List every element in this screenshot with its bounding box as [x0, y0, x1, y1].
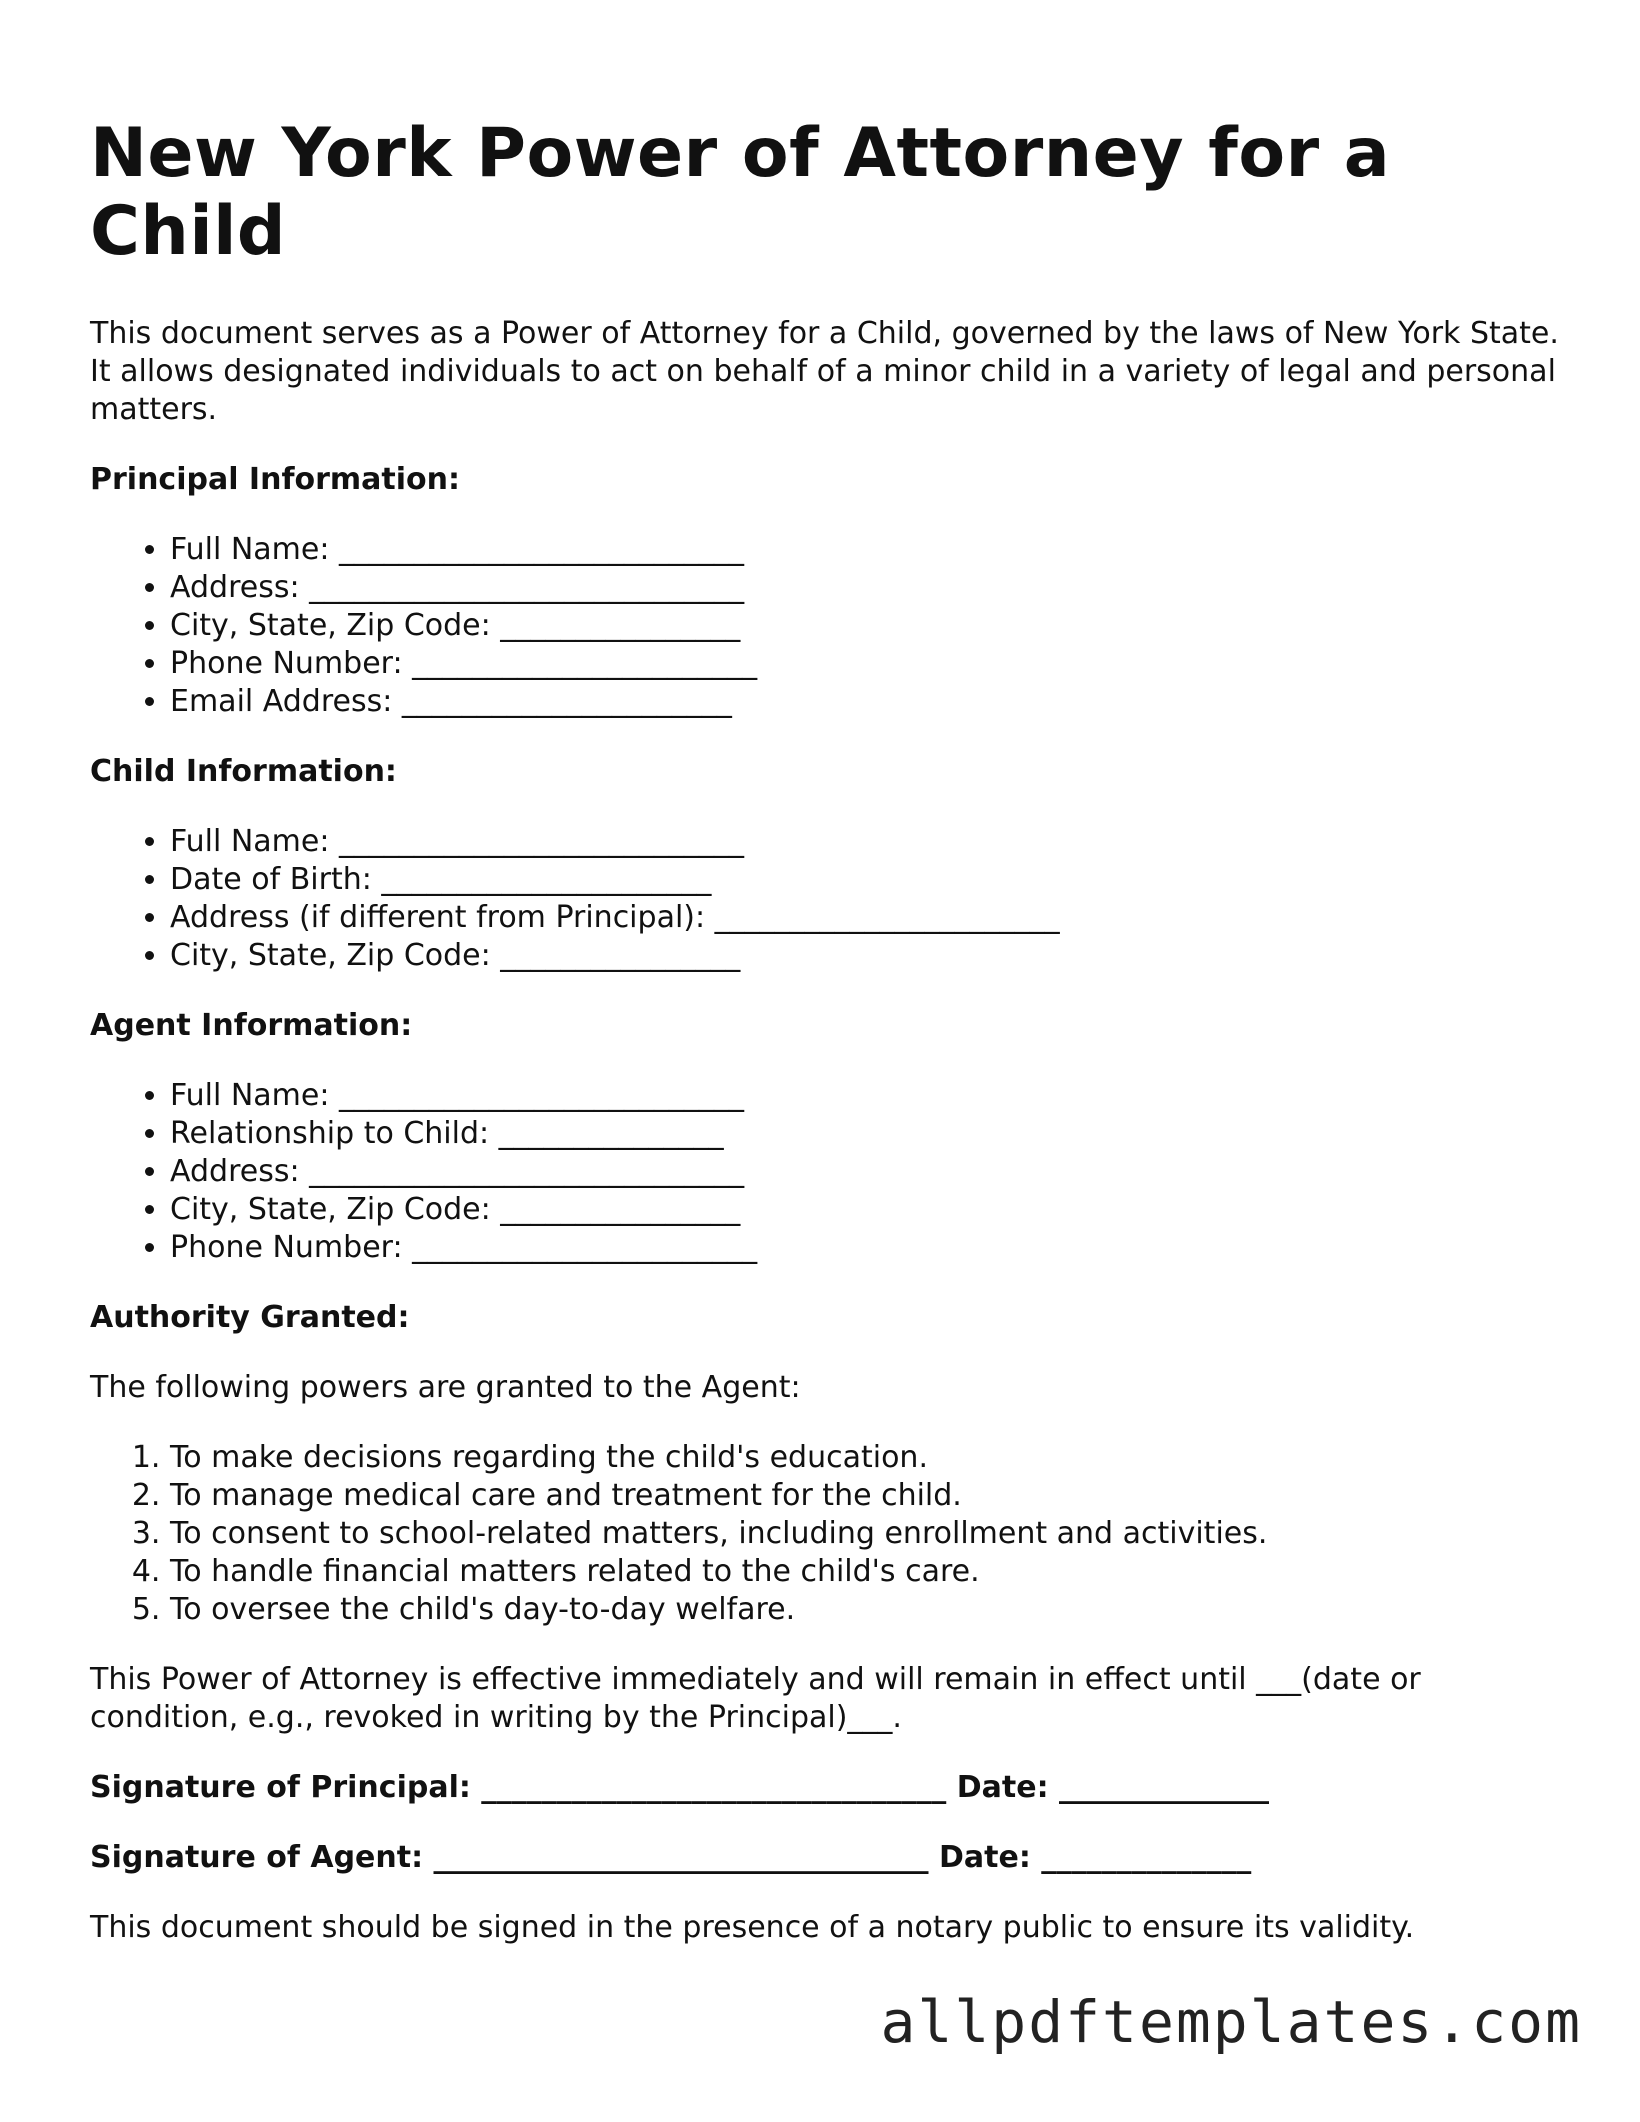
power-item: 2. To manage medical care and treatment for the child. [170, 1477, 1560, 1515]
principal-address-field: • Address: _____________________________ [170, 569, 1560, 607]
agent-phone-field: • Phone Number: _______________________ [170, 1229, 1560, 1267]
power-item: 3. To consent to school-related matters, including enrollment and activities. [170, 1515, 1560, 1553]
principal-full-name-field: • Full Name: ___________________________ [170, 531, 1560, 569]
watermark-logo: allpdftemplates.com [880, 1988, 1582, 2056]
power-item: 1. To make decisions regarding the child's education. [170, 1439, 1560, 1477]
notary-note: This document should be signed in the presence of a notary public to ensure its validity. [90, 1910, 1415, 1946]
agent-heading: Agent Information: [90, 1008, 413, 1044]
agent-signature-line: Signature of Agent: _________________________________ Date: ______________ [90, 1840, 1252, 1876]
document-title: New York Power of Attorney for a Child [90, 114, 1391, 272]
principal-heading: Principal Information: [90, 462, 461, 498]
effective-period-paragraph: This Power of Attorney is effective immediately and will remain in effect until ___(date or condition, e.g., revoked in writing by the Principal)___. [90, 1662, 1421, 1736]
powers-list [90, 1439, 1560, 1629]
child-address-field: • Address (if different from Principal): _______________________ [170, 899, 1560, 937]
authority-lead: The following powers are granted to the Agent: [90, 1370, 801, 1406]
agent-full-name-field: • Full Name: ___________________________ [170, 1077, 1560, 1115]
authority-heading: Authority Granted: [90, 1300, 410, 1336]
intro-paragraph: This document serves as a Power of Attorney for a Child, governed by the laws of New York State. It allows designated individuals to act on behalf of a minor child in a variety of legal and personal matters. [90, 316, 1559, 428]
document-page [90, 115, 1560, 1979]
child-heading: Child Information: [90, 754, 397, 790]
principal-city-state-zip-field: • City, State, Zip Code: ________________ [170, 607, 1560, 645]
agent-address-field: • Address: _____________________________ [170, 1153, 1560, 1191]
child-full-name-field: • Full Name: ___________________________ [170, 823, 1560, 861]
agent-relationship-field: • Relationship to Child: _______________ [170, 1115, 1560, 1153]
agent-city-state-zip-field: • City, State, Zip Code: ________________ [170, 1191, 1560, 1229]
principal-phone-field: • Phone Number: _______________________ [170, 645, 1560, 683]
power-item: 4. To handle financial matters related to the child's care. [170, 1553, 1560, 1591]
child-city-state-zip-field: • City, State, Zip Code: ________________ [170, 937, 1560, 975]
principal-signature-line: Signature of Principal: _______________________________ Date: ______________ [90, 1770, 1270, 1806]
agent-fields-list [90, 1077, 1560, 1267]
child-fields-list [90, 823, 1560, 975]
principal-email-field: • Email Address: ______________________ [170, 683, 1560, 721]
principal-fields-list [90, 531, 1560, 721]
power-item: 5. To oversee the child's day-to-day welfare. [170, 1591, 1560, 1629]
child-date-of-birth-field: • Date of Birth: ______________________ [170, 861, 1560, 899]
